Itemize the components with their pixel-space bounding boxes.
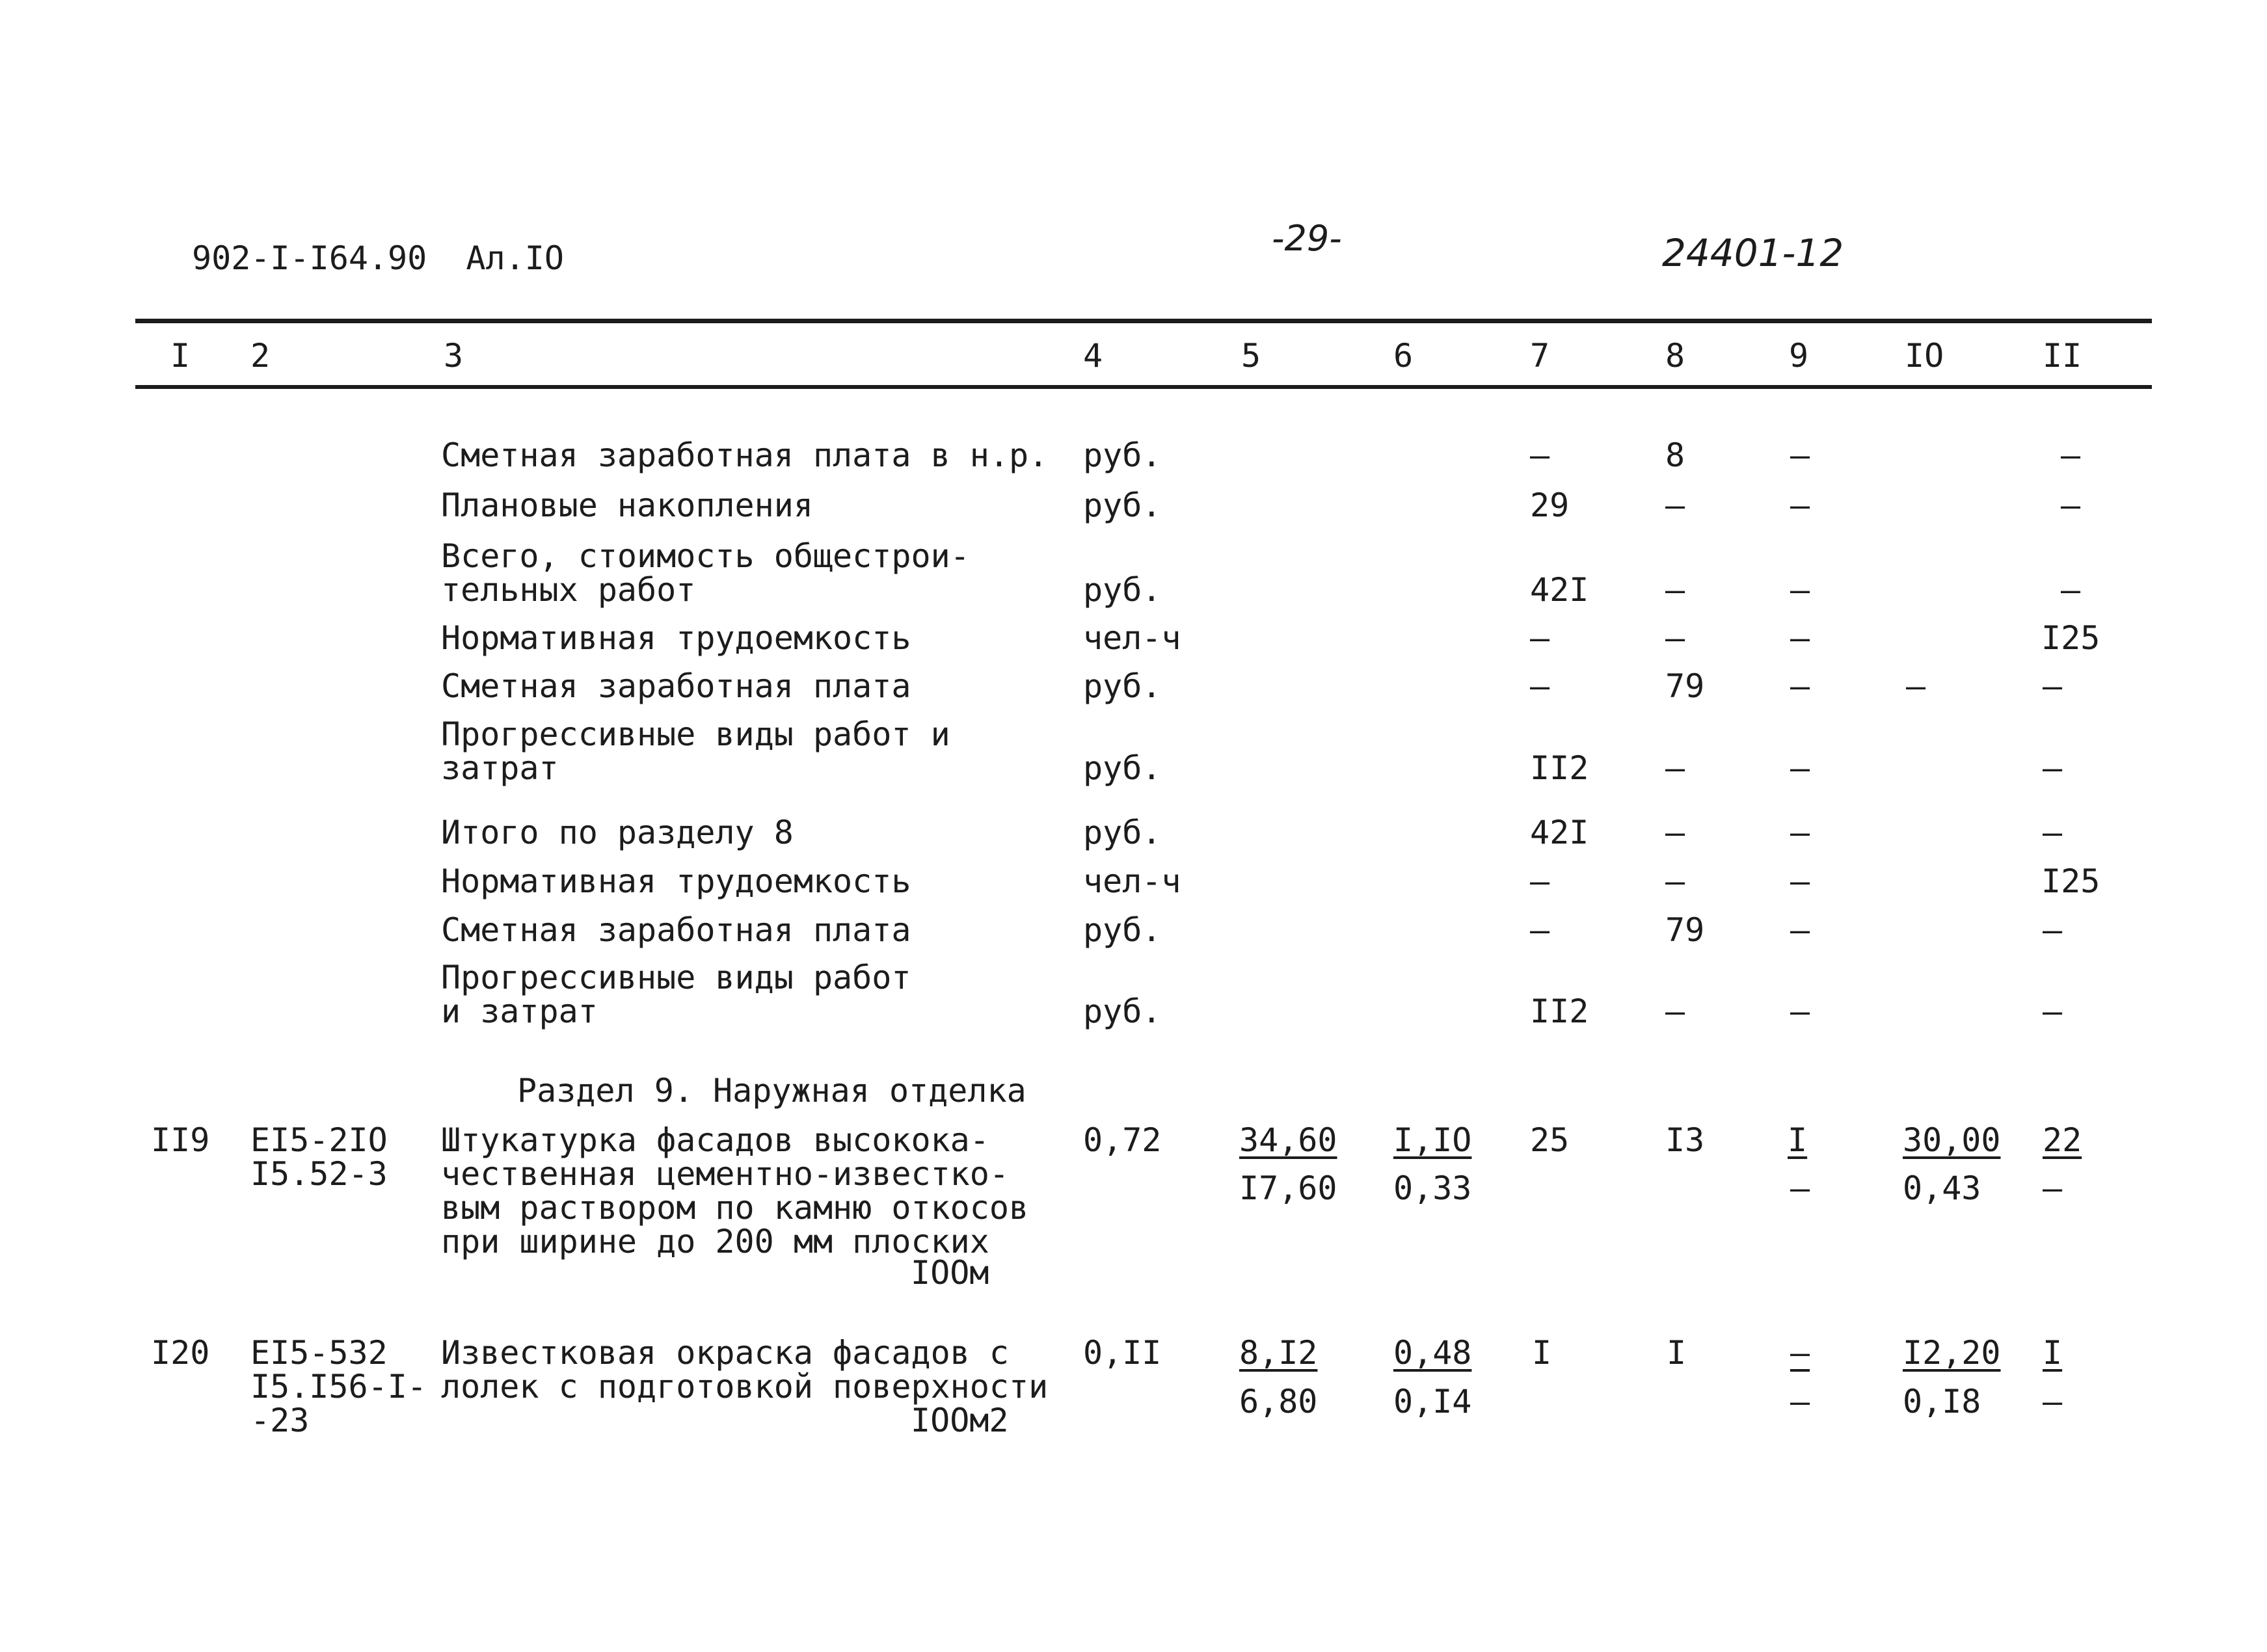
summary-row-unit: чел-ч bbox=[1083, 862, 1181, 900]
summary-row-unit: руб. bbox=[1083, 993, 1162, 1030]
summary-row-col7: II2 bbox=[1530, 993, 1589, 1030]
column-header-10: IO bbox=[1905, 337, 1944, 375]
item-col11-top: I bbox=[2043, 1334, 2063, 1372]
summary-row-col8: 8 bbox=[1665, 436, 1685, 474]
summary-row-col8: – bbox=[1665, 814, 1685, 851]
summary-row-unit: руб. bbox=[1083, 814, 1162, 851]
summary-row-desc: Всего, стоимость общестрои- bbox=[441, 537, 970, 575]
summary-row-desc: Плановые накопления bbox=[441, 486, 813, 524]
summary-row-col9: – bbox=[1790, 436, 1810, 474]
summary-row-unit: руб. bbox=[1083, 911, 1162, 949]
column-header-9: 9 bbox=[1789, 337, 1809, 375]
summary-row-unit: руб. bbox=[1083, 486, 1162, 524]
summary-row-desc: Прогрессивные виды работ bbox=[441, 959, 911, 996]
summary-row-col11: – bbox=[2043, 911, 2063, 949]
item-code: I5.52-3 bbox=[250, 1155, 388, 1193]
item-number: I20 bbox=[151, 1334, 210, 1372]
summary-row-col7: II2 bbox=[1530, 749, 1589, 787]
summary-row-desc: Прогрессивные виды работ и bbox=[441, 715, 950, 753]
summary-row-col7: – bbox=[1530, 619, 1550, 657]
summary-row-col11: I25 bbox=[2041, 862, 2100, 900]
column-header-7: 7 bbox=[1530, 337, 1550, 375]
summary-row-col11: – bbox=[2043, 814, 2063, 851]
section-title: Раздел 9. Наружная отделка bbox=[517, 1072, 1026, 1110]
item-col11-bottom: – bbox=[2043, 1169, 2063, 1207]
item-col6-top: I,IO bbox=[1393, 1121, 1472, 1159]
summary-row-col8: – bbox=[1665, 619, 1685, 657]
column-header-5: 5 bbox=[1241, 337, 1261, 375]
summary-row-unit: руб. bbox=[1083, 436, 1162, 474]
column-header-11: II bbox=[2043, 337, 2082, 375]
summary-row-col11: – bbox=[2043, 667, 2063, 705]
summary-row-col7: – bbox=[1530, 436, 1550, 474]
summary-row-col11: – bbox=[2061, 436, 2081, 474]
column-header-2: 2 bbox=[250, 337, 271, 375]
summary-row-desc: Итого по разделу 8 bbox=[441, 814, 794, 851]
item-col7: I bbox=[1532, 1334, 1552, 1372]
summary-row-col9: – bbox=[1790, 749, 1810, 787]
item-col9-bottom: – bbox=[1790, 1169, 1810, 1207]
table-header-bottom-rule bbox=[135, 385, 2152, 389]
summary-row-desc: Нормативная трудоемкость bbox=[441, 619, 911, 657]
summary-row-col11: – bbox=[2061, 486, 2081, 524]
item-code: -23 bbox=[250, 1402, 310, 1439]
summary-row-col9: – bbox=[1790, 814, 1810, 851]
table-top-rule bbox=[135, 319, 2152, 323]
item-col6-bottom: 0,I4 bbox=[1393, 1383, 1472, 1420]
summary-row-col8: 79 bbox=[1665, 667, 1705, 705]
item-unit-measure: IOOм bbox=[911, 1254, 989, 1292]
summary-row-col7: 29 bbox=[1530, 486, 1570, 524]
item-col9-top: I bbox=[1788, 1121, 1808, 1159]
item-desc: Известковая окраска фасадов с bbox=[441, 1334, 1009, 1372]
summary-row-col7: – bbox=[1530, 911, 1550, 949]
summary-row-col9: – bbox=[1790, 486, 1810, 524]
item-code: EI5-532 bbox=[250, 1334, 388, 1372]
summary-row-desc-cont: тельных работ bbox=[441, 571, 696, 609]
item-col5-top: 34,60 bbox=[1239, 1121, 1337, 1159]
item-col10-bottom: 0,I8 bbox=[1903, 1383, 1981, 1420]
item-code: I5.I56-I- bbox=[250, 1368, 427, 1406]
item-number: II9 bbox=[151, 1121, 210, 1159]
summary-row-col9: – bbox=[1790, 862, 1810, 900]
item-col9-top: – bbox=[1790, 1334, 1810, 1372]
item-desc: Штукатурка фасадов высокока- bbox=[441, 1121, 989, 1159]
summary-row-col9: – bbox=[1790, 911, 1810, 949]
item-desc: лолек с подготовкой поверхности bbox=[441, 1368, 1049, 1406]
document-code: 902-I-I64.90 Ал.IO bbox=[192, 239, 564, 277]
item-col11-bottom: – bbox=[2043, 1383, 2063, 1420]
item-col5-bottom: 6,80 bbox=[1239, 1383, 1318, 1420]
summary-row-col7: 42I bbox=[1530, 814, 1589, 851]
summary-row-desc: Сметная заработная плата bbox=[441, 911, 911, 949]
summary-row-unit: руб. bbox=[1083, 749, 1162, 787]
summary-row-col8: – bbox=[1665, 486, 1685, 524]
summary-row-desc: Сметная заработная плата в н.р. bbox=[441, 436, 1049, 474]
item-col10-top: 30,00 bbox=[1903, 1121, 2001, 1159]
column-header-4: 4 bbox=[1083, 337, 1103, 375]
item-col11-top: 22 bbox=[2043, 1121, 2082, 1159]
column-header-1: I bbox=[170, 337, 191, 375]
summary-row-col7: 42I bbox=[1530, 571, 1589, 609]
item-col8: I3 bbox=[1665, 1121, 1705, 1159]
summary-row-col11: – bbox=[2061, 571, 2081, 609]
summary-row-desc: Нормативная трудоемкость bbox=[441, 862, 911, 900]
summary-row-col8: – bbox=[1665, 571, 1685, 609]
item-desc: вым раствором по камню откосов bbox=[441, 1189, 1029, 1227]
summary-row-desc-cont: и затрат bbox=[441, 993, 598, 1030]
summary-row-col8: – bbox=[1665, 993, 1685, 1030]
summary-row-col9: – bbox=[1790, 619, 1810, 657]
item-col9-bottom: – bbox=[1790, 1383, 1810, 1420]
item-desc: при ширине до 200 мм плоских bbox=[441, 1223, 989, 1260]
item-col7: 25 bbox=[1530, 1121, 1570, 1159]
item-qty: 0,72 bbox=[1083, 1121, 1162, 1159]
summary-row-desc-cont: затрат bbox=[441, 749, 559, 787]
summary-row-col7: — bbox=[1530, 862, 1550, 900]
summary-row-col8: – bbox=[1665, 862, 1685, 900]
item-col6-bottom: 0,33 bbox=[1393, 1169, 1472, 1207]
summary-row-col9: – bbox=[1790, 993, 1810, 1030]
item-col10-bottom: 0,43 bbox=[1903, 1169, 1981, 1207]
summary-row-desc: Сметная заработная плата bbox=[441, 667, 911, 705]
summary-row-col9: – bbox=[1790, 667, 1810, 705]
summary-row-col8: – bbox=[1665, 749, 1685, 787]
summary-row-col11: – bbox=[2043, 993, 2063, 1030]
item-col6-top: 0,48 bbox=[1393, 1334, 1472, 1372]
summary-row-col7: – bbox=[1530, 667, 1550, 705]
summary-row-unit: чел-ч bbox=[1083, 619, 1181, 657]
item-qty: 0,II bbox=[1083, 1334, 1162, 1372]
item-code: EI5-2IO bbox=[250, 1121, 388, 1159]
item-col5-top: 8,I2 bbox=[1239, 1334, 1318, 1372]
summary-row-col8: 79 bbox=[1665, 911, 1705, 949]
column-header-8: 8 bbox=[1665, 337, 1685, 375]
column-header-6: 6 bbox=[1393, 337, 1414, 375]
summary-row-unit: руб. bbox=[1083, 667, 1162, 705]
summary-row-unit: руб. bbox=[1083, 571, 1162, 609]
summary-row-col10: – bbox=[1906, 667, 1926, 705]
item-col5-bottom: I7,60 bbox=[1239, 1169, 1337, 1207]
item-unit-measure: IOOм2 bbox=[911, 1402, 1009, 1439]
item-col8: I bbox=[1667, 1334, 1687, 1372]
summary-row-col11: I25 bbox=[2041, 619, 2100, 657]
item-desc: чественная цементно-известко- bbox=[441, 1155, 1009, 1193]
summary-row-col9: – bbox=[1790, 571, 1810, 609]
page-number: -29- bbox=[1272, 218, 1342, 259]
sheet-code: 24401-12 bbox=[1662, 231, 1844, 275]
item-col10-top: I2,20 bbox=[1903, 1334, 2001, 1372]
summary-row-col11: – bbox=[2043, 749, 2063, 787]
column-header-3: 3 bbox=[444, 337, 464, 375]
